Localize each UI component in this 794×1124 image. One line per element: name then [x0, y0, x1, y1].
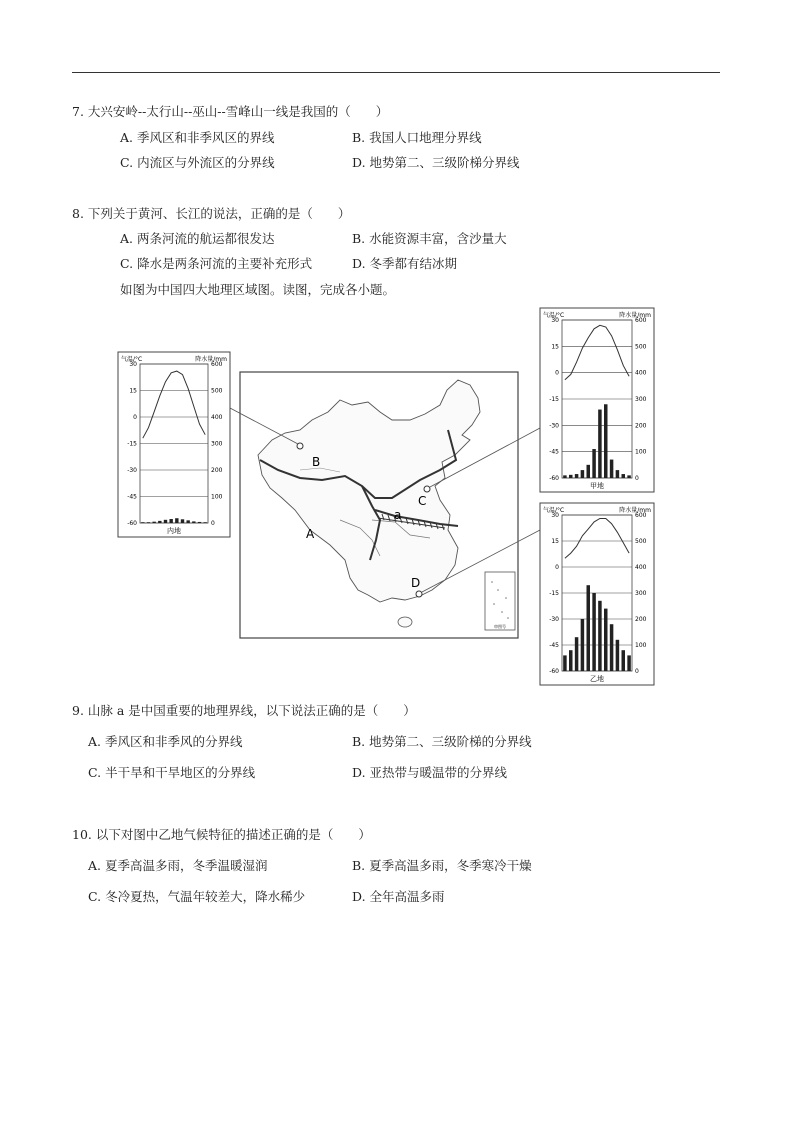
precip-bar: [563, 655, 567, 671]
precip-tick: 100: [211, 493, 223, 501]
precip-tick: 400: [211, 414, 223, 421]
precip-tick: 600: [635, 317, 647, 324]
precip-bar: [563, 475, 567, 478]
precip-bar: [610, 460, 614, 478]
temp-tick: -15: [549, 396, 559, 403]
precip-bar: [598, 410, 602, 478]
map-stamp: 审图号: [494, 624, 506, 629]
precip-tick: 400: [635, 369, 647, 377]
chart-name: 内地: [167, 527, 181, 535]
temp-tick: 0: [133, 414, 137, 421]
precip-bar: [164, 520, 167, 523]
temp-tick: 15: [551, 538, 559, 545]
precip-tick: 500: [635, 343, 647, 351]
climate-chart-jia: [540, 308, 654, 492]
q7-stem: 7. 大兴安岭--太行山--巫山--雪峰山一线是我国的（ ）: [72, 104, 389, 119]
map-label-mountain-a: a: [394, 508, 402, 522]
precip-tick: 200: [635, 616, 647, 623]
precip-tick: 400: [635, 564, 647, 571]
precip-bar: [152, 522, 155, 523]
precip-tick: 300: [635, 396, 647, 403]
precip-bar: [622, 474, 626, 478]
temp-tick: -45: [549, 448, 559, 456]
climate-chart-inland: [118, 352, 230, 537]
precip-bar: [158, 521, 161, 523]
precip-bar: [181, 519, 184, 523]
q10-option-a[interactable]: A. 夏季高温多雨，冬季温暖湿润: [88, 858, 268, 873]
precip-tick: 0: [635, 475, 639, 482]
map-label-d: D: [411, 576, 421, 590]
precip-bar: [147, 522, 150, 523]
precip-bar: [198, 522, 201, 523]
q8-option-b[interactable]: B. 水能资源丰富，含沙量大: [352, 231, 507, 246]
marker-c: [424, 486, 430, 492]
precip-bar: [587, 465, 591, 478]
precip-tick: 500: [635, 538, 647, 545]
map-label-a: A: [306, 527, 315, 541]
precip-axis-label: 降水量/mm: [619, 312, 651, 319]
precip-bar: [192, 521, 195, 523]
precip-bar: [604, 609, 608, 671]
q9-stem: 9. 山脉 a 是中国重要的地理界线，以下说法正确的是（ ）: [72, 703, 416, 718]
temp-tick: 30: [551, 317, 559, 324]
precip-bar: [569, 650, 573, 671]
precip-bar: [598, 601, 602, 671]
marker-d: [416, 591, 422, 597]
temp-tick: -30: [549, 422, 559, 430]
q10-option-b[interactable]: B. 夏季高温多雨，冬季寒冷干燥: [352, 858, 532, 873]
q10-stem: 10. 以下对图中乙地气候特征的描述正确的是（ ）: [72, 827, 371, 842]
hainan-island: [398, 617, 412, 627]
precip-bar: [616, 640, 620, 671]
q9-option-a[interactable]: A. 季风区和非季风的分界线: [88, 734, 243, 749]
map-label-c: C: [418, 494, 427, 508]
q8-option-d[interactable]: D. 冬季都有结冰期: [352, 256, 458, 271]
temp-tick: 30: [551, 512, 559, 519]
precip-bar: [203, 522, 206, 523]
map-label-b: B: [312, 455, 321, 469]
temp-axis-label: 气温/°C: [121, 356, 143, 363]
precip-tick: 300: [635, 590, 647, 597]
precip-tick: 600: [635, 512, 647, 519]
precip-tick: 500: [211, 387, 223, 395]
temp-tick: -60: [549, 668, 559, 675]
temp-tick: 15: [551, 343, 559, 351]
temp-tick: -30: [127, 467, 137, 474]
precip-bar: [592, 449, 596, 478]
precip-bar: [610, 624, 614, 671]
precip-bar: [587, 585, 591, 671]
temp-tick: -30: [549, 616, 559, 623]
climate-chart-yi: [540, 503, 654, 685]
precip-bar: [627, 655, 631, 671]
chart-name: 乙地: [590, 675, 604, 683]
temp-tick: 30: [129, 361, 137, 368]
q8-option-a[interactable]: A. 两条河流的航运都很发达: [120, 231, 275, 246]
q7-option-b[interactable]: B. 我国人口地理分界线: [352, 130, 482, 145]
temp-axis-label: 气温/°C: [543, 507, 565, 514]
q7-option-d[interactable]: D. 地势第二、三级阶梯分界线: [352, 155, 520, 170]
precip-bar: [622, 650, 626, 671]
precip-tick: 200: [211, 467, 223, 474]
precip-tick: 100: [635, 448, 647, 456]
temp-tick: -15: [549, 590, 559, 597]
precip-bar: [581, 470, 585, 478]
q8-option-c[interactable]: C. 降水是两条河流的主要补充形式: [120, 256, 313, 271]
q9-option-c[interactable]: C. 半干旱和干旱地区的分界线: [88, 765, 256, 780]
precip-bar: [175, 518, 178, 523]
chart-name: 甲地: [590, 482, 604, 490]
precip-tick: 100: [635, 642, 647, 649]
temp-tick: 0: [555, 564, 559, 571]
precip-bar: [575, 474, 579, 478]
precip-bar: [627, 475, 631, 478]
temp-tick: -15: [127, 440, 137, 448]
q9-option-b[interactable]: B. 地势第二、三级阶梯的分界线: [352, 734, 532, 749]
precip-bar: [616, 470, 620, 478]
precip-axis-label: 降水量/mm: [195, 356, 227, 363]
precip-tick: 300: [211, 440, 223, 448]
precip-bar: [581, 619, 585, 671]
figure-intro: 如图为中国四大地理区域图。读图，完成各小题。: [120, 282, 396, 297]
precip-bar: [169, 519, 172, 523]
precip-bar: [592, 593, 596, 671]
temp-tick: 15: [129, 387, 137, 395]
south-sea-inset: [485, 572, 515, 630]
q7-option-a[interactable]: A. 季风区和非季风区的界线: [120, 130, 275, 145]
q10-option-c[interactable]: C. 冬冷夏热，气温年较差大，降水稀少: [88, 889, 306, 904]
temp-tick: -45: [127, 493, 137, 501]
q10-option-d[interactable]: D. 全年高温多雨: [352, 889, 445, 904]
q8-stem: 8. 下列关于黄河、长江的说法，正确的是（ ）: [72, 206, 351, 221]
temp-tick: -60: [127, 520, 137, 527]
precip-bar: [141, 522, 144, 523]
precip-tick: 0: [635, 668, 639, 675]
precip-tick: 0: [211, 520, 215, 527]
q9-option-d[interactable]: D. 亚热带与暖温带的分界线: [352, 765, 508, 780]
temp-tick: 0: [555, 369, 559, 377]
q7-option-c[interactable]: C. 内流区与外流区的分界线: [120, 155, 275, 170]
temp-tick: -60: [549, 475, 559, 482]
precip-bar: [569, 475, 573, 478]
precip-bar: [575, 637, 579, 671]
temp-tick: -45: [549, 642, 559, 649]
temp-axis-label: 气温/°C: [543, 312, 565, 319]
precip-axis-label: 降水量/mm: [619, 507, 651, 514]
precip-bar: [604, 404, 608, 478]
precip-tick: 600: [211, 361, 223, 368]
precip-tick: 200: [635, 422, 647, 430]
precip-bar: [186, 520, 189, 523]
